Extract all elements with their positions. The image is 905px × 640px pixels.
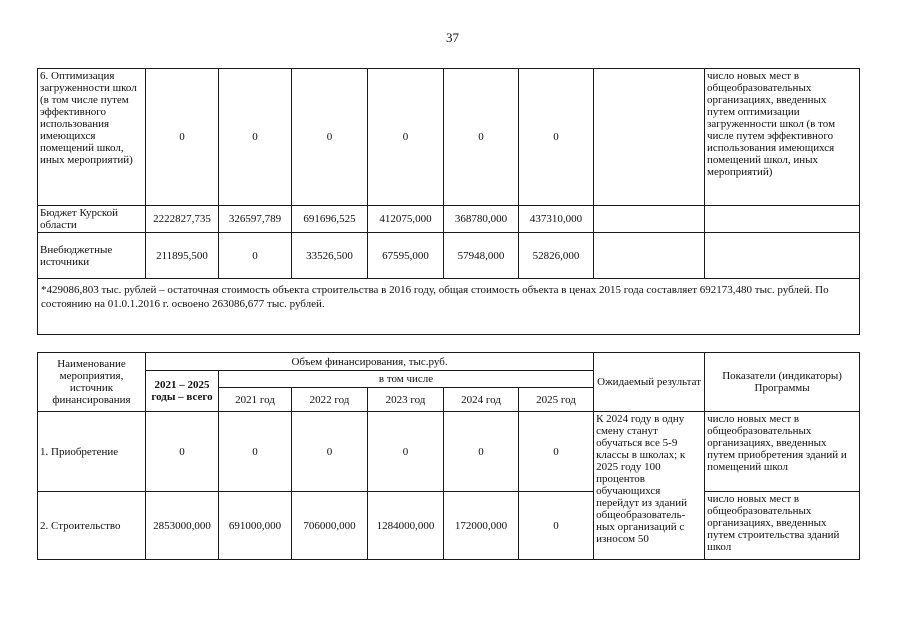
activity-name: 1. Приобретение bbox=[38, 412, 146, 492]
value-cell: 412075,000 bbox=[368, 206, 444, 233]
value-cell: 0 bbox=[519, 412, 594, 492]
header-result: Ожидаемый результат bbox=[594, 353, 705, 412]
result-cell bbox=[594, 69, 705, 206]
indicator-cell bbox=[705, 206, 860, 233]
value-cell: 52826,000 bbox=[519, 233, 594, 279]
value-cell: 691000,000 bbox=[219, 492, 292, 560]
funding-table-continued bbox=[37, 68, 860, 335]
value-cell: 57948,000 bbox=[444, 233, 519, 279]
table-row bbox=[38, 412, 860, 492]
value-cell: 67595,000 bbox=[368, 233, 444, 279]
header-year: 2022 год bbox=[292, 388, 368, 412]
value-cell: 2853000,000 bbox=[146, 492, 219, 560]
value-cell: 0 bbox=[219, 233, 292, 279]
header-including: в том числе bbox=[219, 371, 594, 388]
table-row bbox=[38, 69, 860, 206]
footnote: *429086,803 тыс. рублей – остаточная стоимость объекта строительства в 2016 году, общая стоимость объекта в ценах 2015 года составляет 692173,480 тыс. рублей. По состоянию на 01.0.1.2016 г. освоено 263086,677 тыс. рублей. bbox=[38, 279, 860, 335]
value-cell: 706000,000 bbox=[292, 492, 368, 560]
header-row bbox=[38, 353, 860, 371]
value-cell: 33526,500 bbox=[292, 233, 368, 279]
value-cell: 326597,789 bbox=[219, 206, 292, 233]
value-cell: 691696,525 bbox=[292, 206, 368, 233]
header-year: 2025 год bbox=[519, 388, 594, 412]
table-row bbox=[38, 206, 860, 233]
header-funding: Объем финансирования, тыс.руб. bbox=[146, 353, 594, 371]
value-cell: 0 bbox=[292, 69, 368, 206]
page-number: 37 bbox=[446, 30, 459, 45]
indicator-cell bbox=[705, 233, 860, 279]
value-cell: 211895,500 bbox=[146, 233, 219, 279]
activity-name: Бюджет Курской области bbox=[38, 206, 146, 233]
result-cell bbox=[594, 206, 705, 233]
indicator-cell: число новых мест в общеобразовательных организациях, введенных путем оптимизации загруженности школ (в том числе путем эффективного использования имеющихся помещений школ, иных мероприятий) bbox=[705, 69, 860, 206]
header-total: 2021 – 2025 годы – всего bbox=[146, 371, 219, 412]
activity-name: 6. Оптимизация загруженности школ (в том числе путем эффективного использования имеющихся помещений школ, иных мероприятий) bbox=[38, 69, 146, 206]
value-cell: 0 bbox=[219, 412, 292, 492]
activity-name: Внебюджетные источники bbox=[38, 233, 146, 279]
funding-table bbox=[37, 352, 860, 560]
value-cell: 0 bbox=[368, 69, 444, 206]
indicator-cell: число новых мест в общеобразовательных организациях, введенных путем приобретения зданий и помещений школ bbox=[705, 412, 860, 492]
value-cell: 1284000,000 bbox=[368, 492, 444, 560]
header-year: 2024 год bbox=[444, 388, 519, 412]
value-cell: 172000,000 bbox=[444, 492, 519, 560]
value-cell: 0 bbox=[146, 412, 219, 492]
value-cell: 368780,000 bbox=[444, 206, 519, 233]
table-row bbox=[38, 233, 860, 279]
activity-name: 2. Строительство bbox=[38, 492, 146, 560]
table-row bbox=[38, 279, 860, 335]
expected-result: К 2024 году в одну смену станут обучаться все 5-9 классы в школах; к 2025 году 100 процентов обучающихся перейдут из зданий общеобразователь-ных организаций с износом 50 bbox=[594, 412, 705, 560]
header-year: 2021 год bbox=[219, 388, 292, 412]
value-cell: 2222827,735 bbox=[146, 206, 219, 233]
header-name: Наименование мероприятия, источник финансирования bbox=[38, 353, 146, 412]
indicator-cell: число новых мест в общеобразовательных организациях, введенных путем строительства зданий школ bbox=[705, 492, 860, 560]
value-cell: 0 bbox=[444, 412, 519, 492]
value-cell: 0 bbox=[292, 412, 368, 492]
table-row bbox=[38, 492, 860, 560]
result-cell bbox=[594, 233, 705, 279]
value-cell: 0 bbox=[368, 412, 444, 492]
value-cell: 437310,000 bbox=[519, 206, 594, 233]
value-cell: 0 bbox=[219, 69, 292, 206]
header-year: 2023 год bbox=[368, 388, 444, 412]
value-cell: 0 bbox=[519, 492, 594, 560]
value-cell: 0 bbox=[146, 69, 219, 206]
value-cell: 0 bbox=[444, 69, 519, 206]
header-indicators: Показатели (индикаторы) Программы bbox=[705, 353, 860, 412]
value-cell: 0 bbox=[519, 69, 594, 206]
